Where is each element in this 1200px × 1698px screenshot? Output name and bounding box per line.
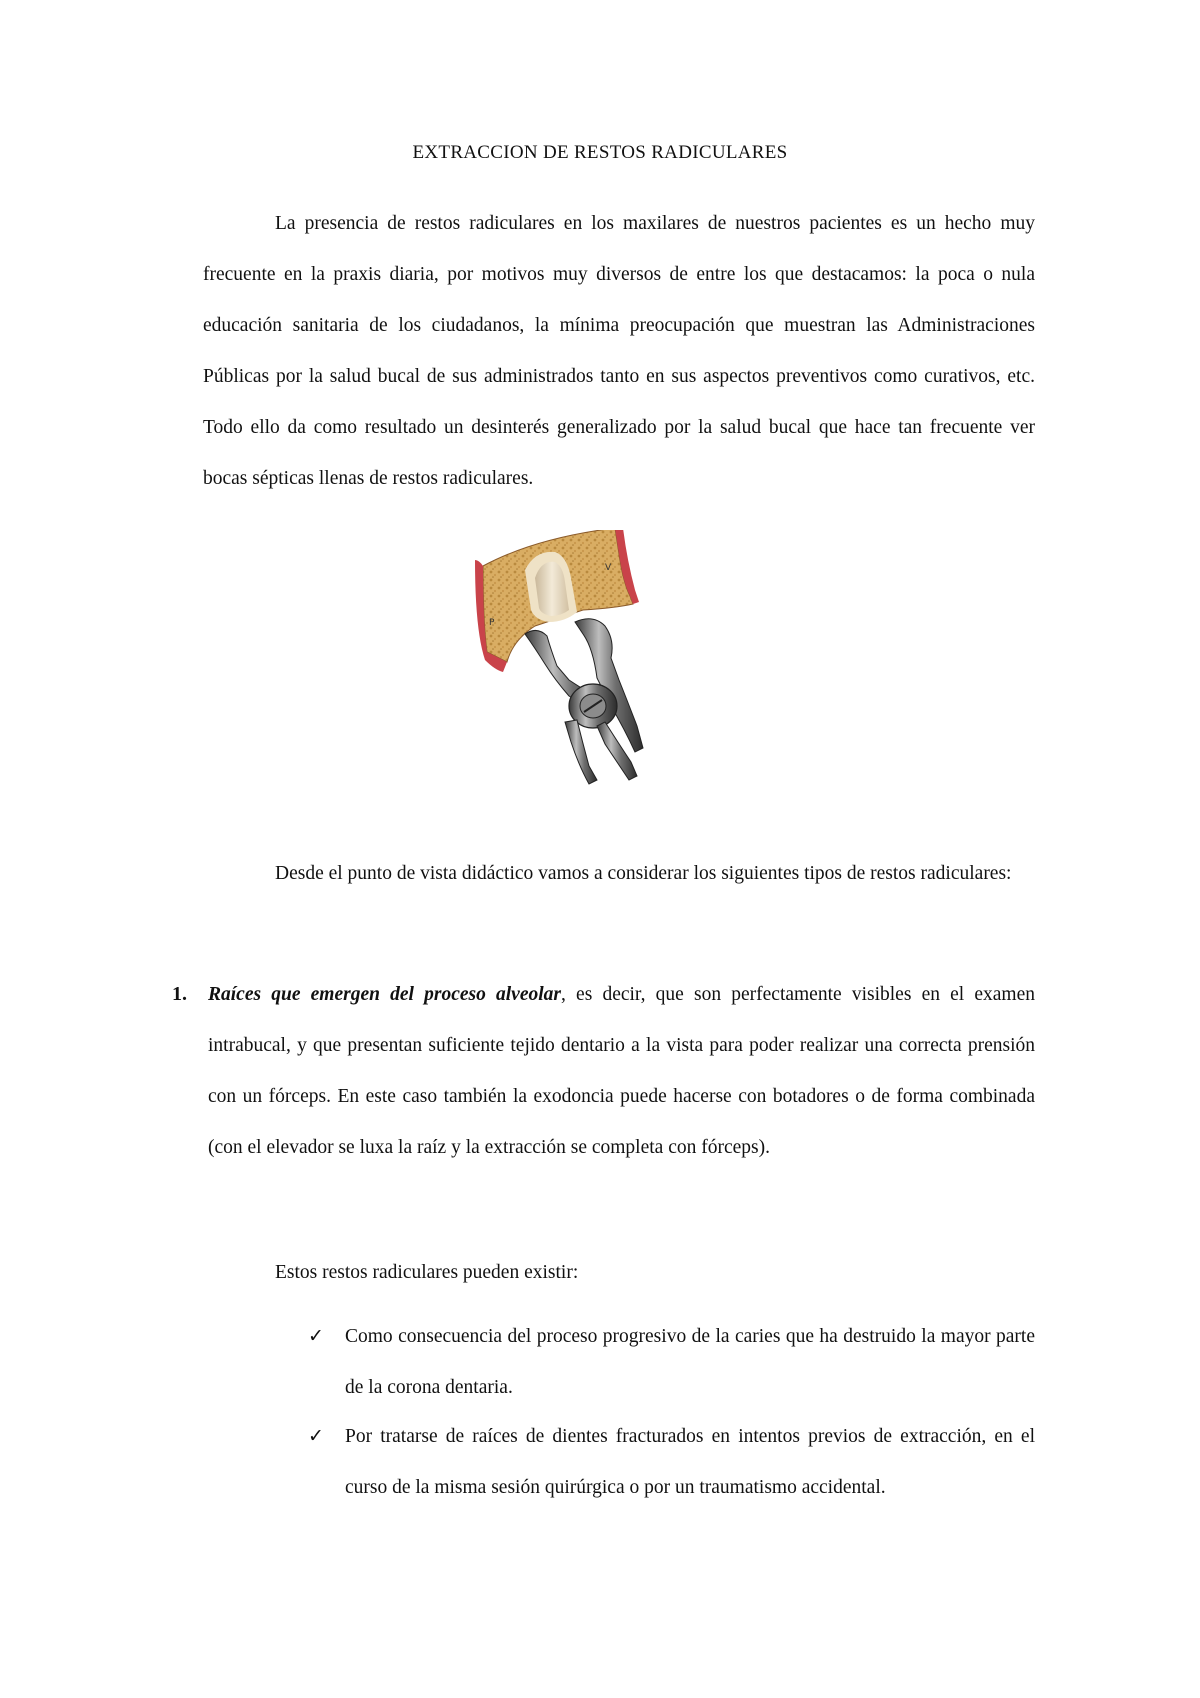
types-intro-text: Desde el punto de vista didáctico vamos a considerar los siguientes tipos de restos radiculares: xyxy=(275,863,1012,884)
list-item-term: Raíces que emergen del proceso alveolar xyxy=(208,984,561,1005)
label-v: V xyxy=(605,563,612,573)
forceps-illustration-svg xyxy=(465,530,715,820)
bone-section xyxy=(475,530,639,672)
bullet-text: Como consecuencia del proceso progresivo de la caries que ha destruido la mayor parte de la corona dentaria. xyxy=(345,1326,1035,1398)
list-number: 1. xyxy=(172,983,187,1005)
exist-intro-paragraph: Estos restos radiculares pueden existir: xyxy=(275,1262,579,1283)
forceps-extraction-illustration xyxy=(465,530,715,820)
document-title: EXTRACCION DE RESTOS RADICULARES xyxy=(412,142,788,163)
list-item-text: , es decir, que son perfectamente visibles en el examen intrabucal, y que presentan suficiente tejido dentario a la vista para poder realizar una correcta prensión con un fórceps. En este caso también la exodoncia puede hacerse con botadores o de forma combinada (con el elevador se luxa la raíz y la extracción se completa con fórceps). xyxy=(208,984,1036,1158)
list-item-body xyxy=(208,969,1035,1173)
forceps-icon xyxy=(525,619,643,784)
checkmark-icon: ✓ xyxy=(308,1325,324,1347)
checkmark-icon: ✓ xyxy=(308,1425,324,1447)
types-intro-paragraph xyxy=(203,848,1035,899)
bullet-text: Por tratarse de raíces de dientes fracturados en intentos previos de extracción, en el curso de la misma sesión quirúrgica o por un traumatismo accidental. xyxy=(345,1426,1035,1498)
intro-text: La presencia de restos radiculares en los maxilares de nuestros pacientes es un hecho muy frecuente en la praxis diaria, por motivos muy diversos de entre los que destacamos: la poca o nula educación sanitaria de los ciudadanos, la mínima preocupación que muestran las Administraciones Públicas por la salud bucal de sus administrados tanto en sus aspectos preventivos como curativos, etc. Todo ello da como resultado un desinterés generalizado por la salud bucal que hace tan frecuente ver bocas sépticas llenas de restos radiculares. xyxy=(203,213,1035,489)
intro-paragraph xyxy=(203,198,1035,504)
label-p: P xyxy=(489,618,495,628)
